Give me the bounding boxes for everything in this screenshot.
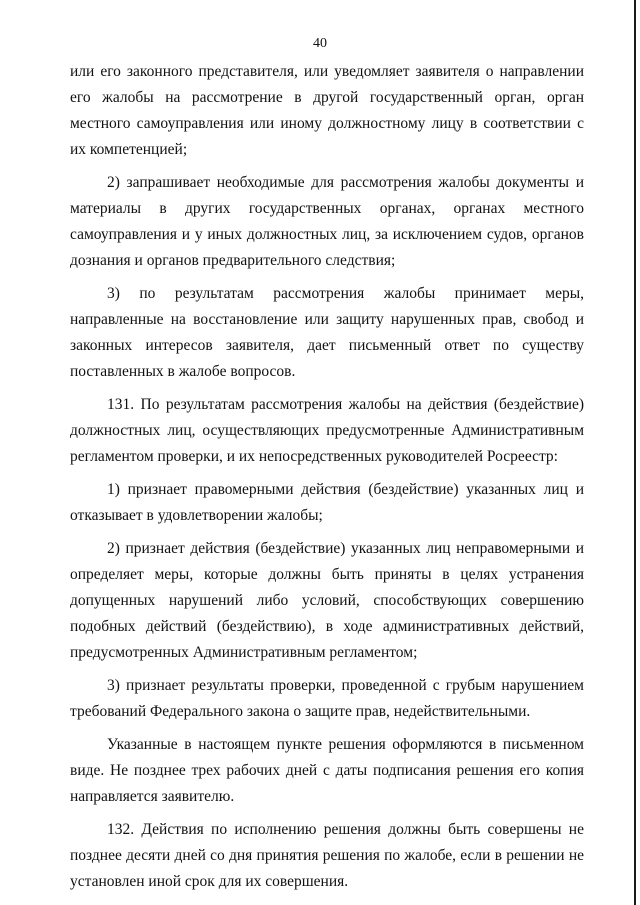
document-body bbox=[70, 59, 584, 902]
paragraph-131-item-1: 1) признает правомерными действия (бездействие) указанных лиц и отказывает в удовлетворении жалобы; bbox=[70, 481, 584, 524]
paragraph-item-2-request-documents: 2) запрашивает необходимые для рассмотрения жалобы документы и материалы в других государственных органах, органах местного самоуправления и у иных должностных лиц, за исключением судов, органов дознания и органов предварительного следствия; bbox=[70, 174, 584, 269]
paragraph-section-132: 132. Действия по исполнению решения должны быть совершены не позднее десяти дней со дня принятия решения по жалобе, если в решении не установлен иной срок для их совершения. bbox=[70, 821, 584, 890]
paragraph-decision-format: Указанные в настоящем пункте решения оформляются в письменном виде. Не позднее трех рабочих дней с даты подписания решения его копия направляется заявителю. bbox=[70, 736, 584, 805]
scan-edge bbox=[634, 0, 636, 905]
paragraph-131-item-3: 3) признает результаты проверки, проведенной с грубым нарушением требований Федерального закона о защите прав, недействительными. bbox=[70, 677, 584, 720]
paragraph-131-item-2: 2) признает действия (бездействие) указанных лиц неправомерными и определяет меры, которые должны быть приняты в целях устранения допущенных нарушений либо условий, способствующих совершению подобных действий (бездействию), в ходе административных действий, предусмотренных Административным регламентом; bbox=[70, 540, 584, 661]
paragraph-section-131: 131. По результатам рассмотрения жалобы на действия (бездействие) должностных лиц, осуществляющих предусмотренные Административным регламентом проверки, и их непосредственных руководителей Росреестр: bbox=[70, 396, 584, 465]
paragraph-continuation: или его законного представителя, или уведомляет заявителя о направлении его жалобы на рассмотрение в другой государственный орган, орган местного самоуправления или иному должностному лицу в соответствии с их компетенцией; bbox=[70, 63, 584, 158]
paragraph-item-3-take-measures: 3) по результатам рассмотрения жалобы принимает меры, направленные на восстановление или защиту нарушенных прав, свобод и законных интересов заявителя, дает письменный ответ по существу поставленных в жалобе вопросов. bbox=[70, 285, 584, 380]
page-number: 40 bbox=[313, 36, 327, 51]
